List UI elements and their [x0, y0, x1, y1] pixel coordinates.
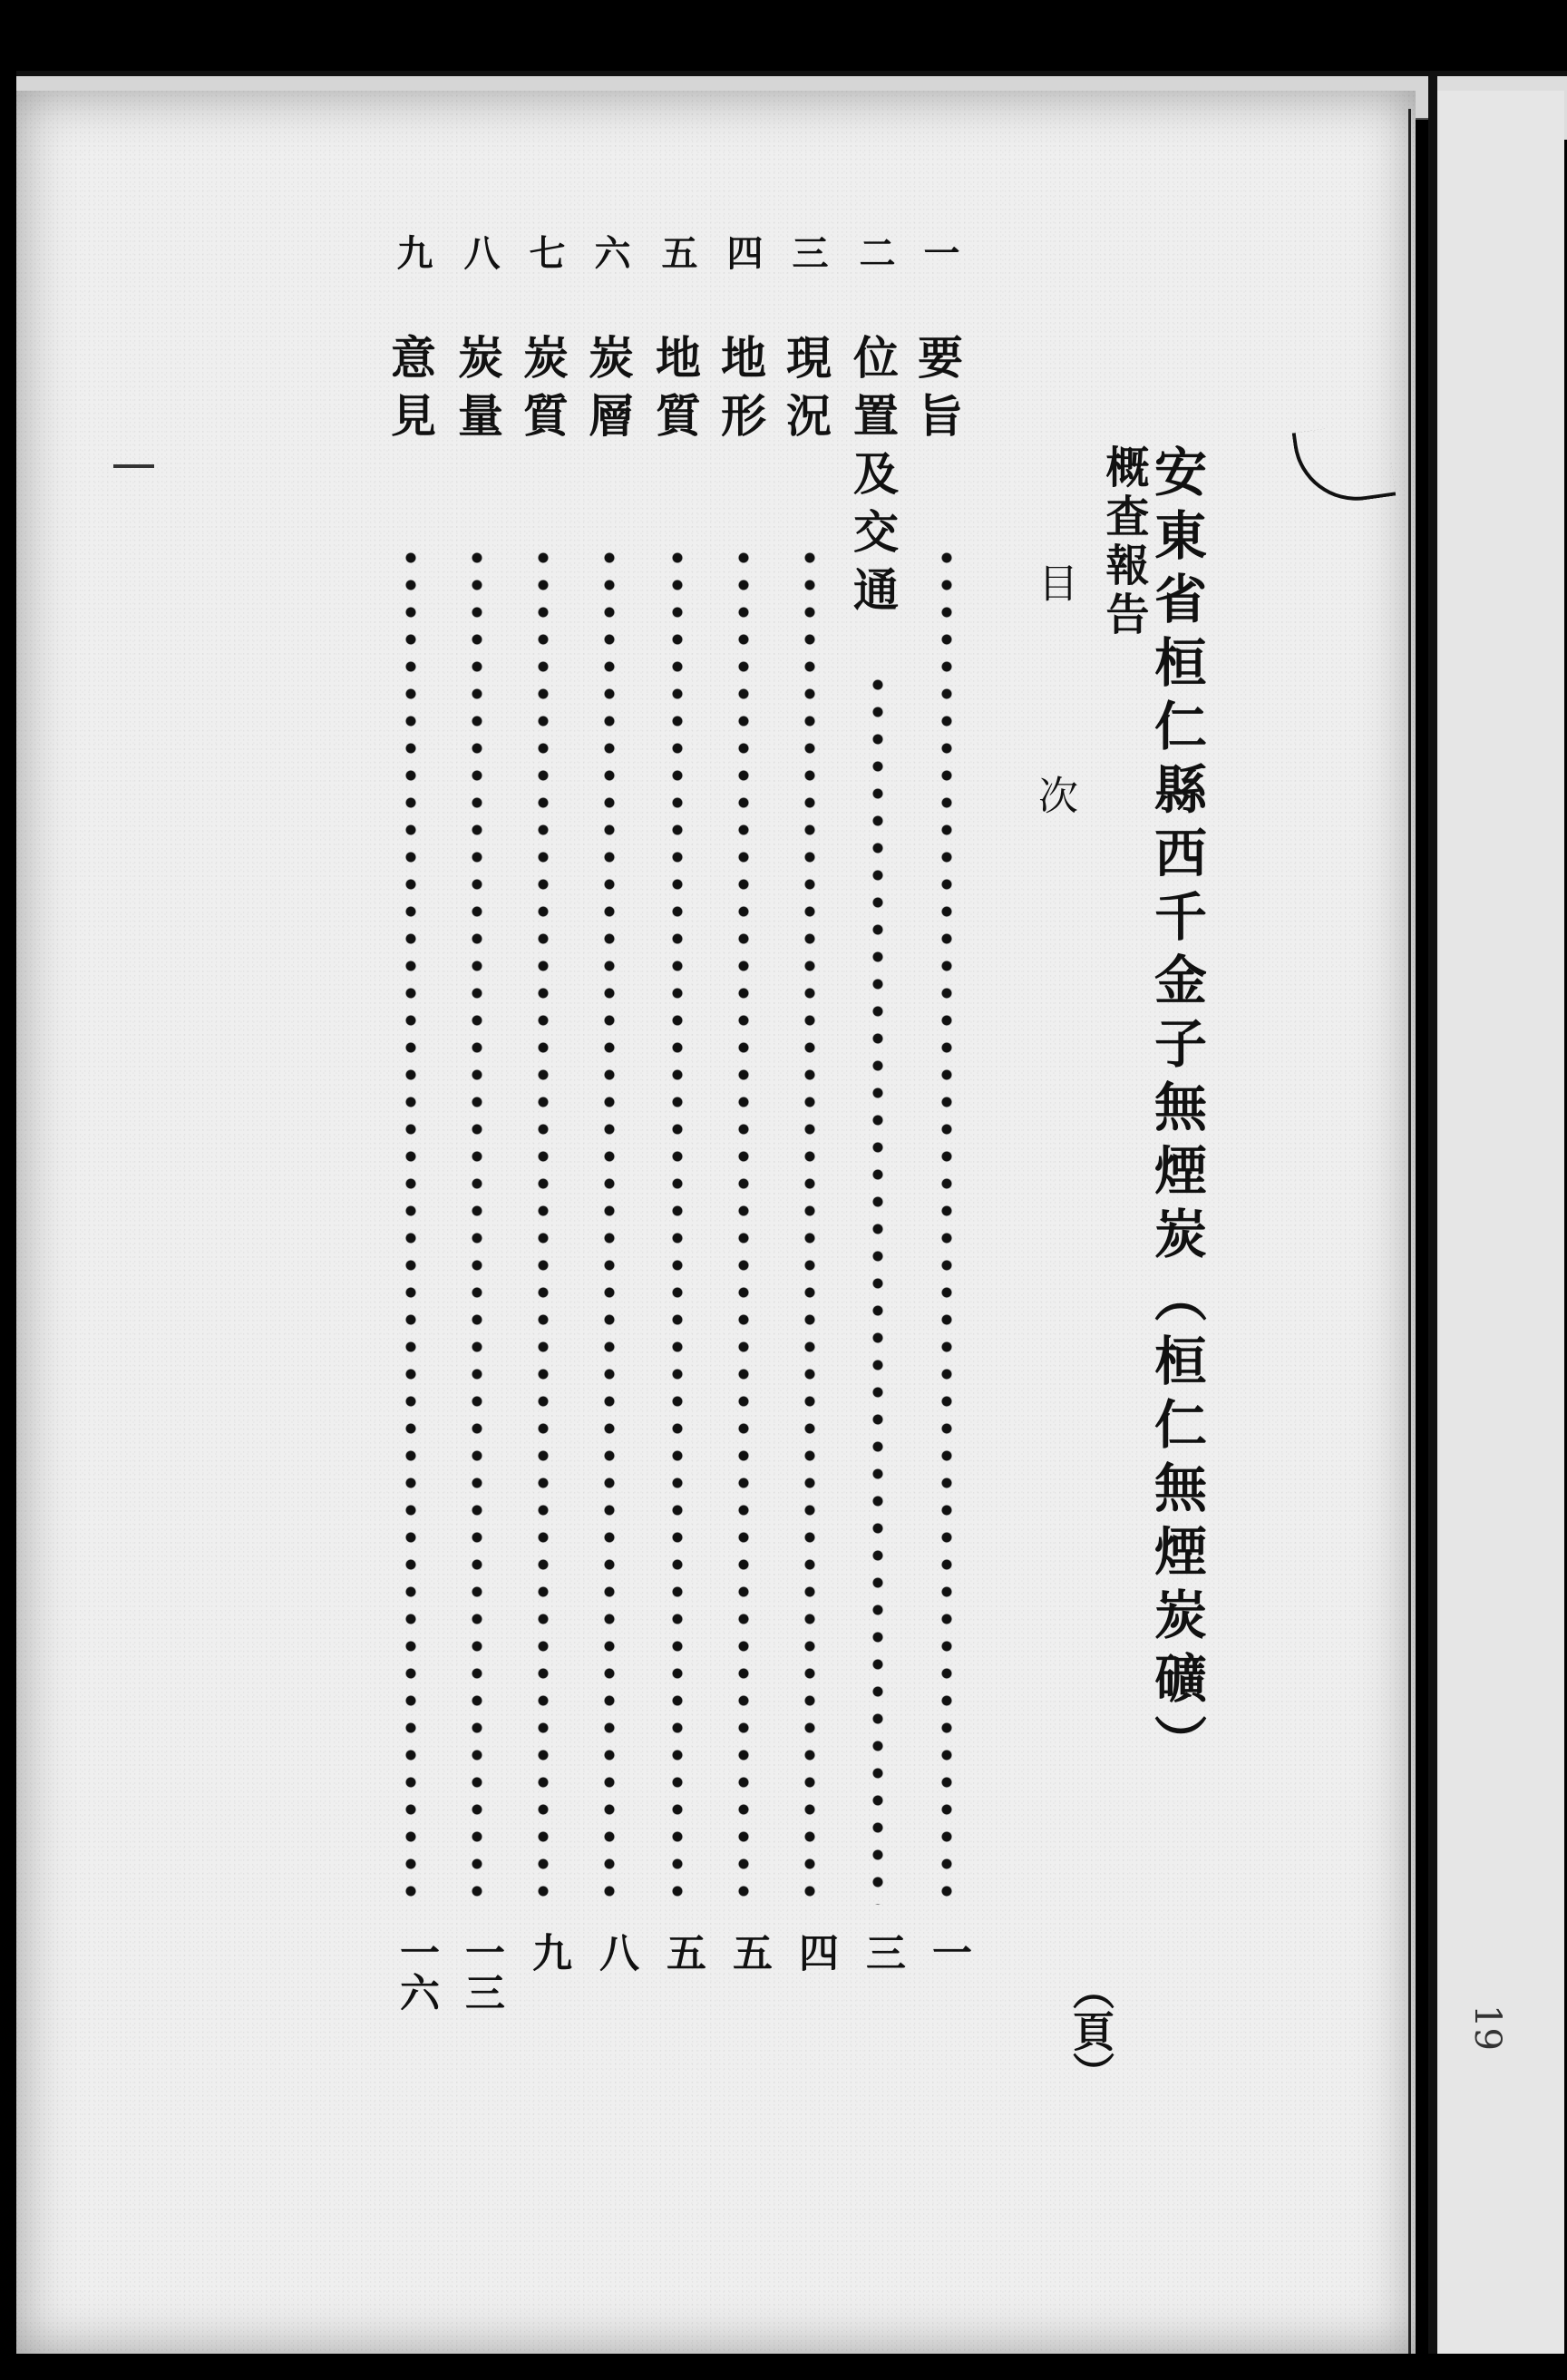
document-title: 安東省桓仁縣西千金子無煙炭（桓仁無煙炭礦） [1145, 444, 1207, 1778]
toc-page-number: 八 [592, 1932, 638, 1972]
toc-section-number: 三 [786, 234, 829, 272]
toc-leader-dots [537, 544, 550, 1905]
toc-page-number: 九 [525, 1932, 571, 1972]
margin-dash-mark [113, 464, 154, 468]
toc-page-number: 三 [859, 1932, 905, 1972]
toc-page-number: 一六 [393, 1932, 439, 2012]
toc-section-number: 四 [721, 234, 764, 272]
toc-entry-title: 意見 [384, 334, 437, 450]
toc-section-number: 八 [458, 234, 501, 272]
toc-leader-dots [871, 671, 884, 1905]
toc-entry-title: 炭質 [516, 334, 569, 450]
toc-page-number: 一 [925, 1932, 971, 1972]
document-subtitle: 概査報告 [1098, 444, 1149, 640]
toc-section-number: 九 [391, 234, 433, 272]
toc-leader-dots [737, 544, 750, 1905]
toc-section-number: 一 [918, 234, 960, 272]
toc-page-number: 四 [792, 1932, 838, 1972]
toc-page-number: 五 [725, 1932, 772, 1972]
toc-section-number: 五 [656, 234, 698, 272]
toc-section-number: 七 [523, 234, 566, 272]
toc-entry-title: 現況 [779, 334, 832, 450]
margin-side-mark: 19 [1466, 2004, 1508, 2051]
toc-leader-dots [603, 544, 616, 1905]
toc-entry-title: 要旨 [910, 334, 964, 450]
toc-entry-title: 位置及交通 [846, 334, 900, 624]
toc-leader-dots [471, 544, 483, 1905]
toc-page-number: 五 [659, 1932, 706, 1972]
toc-leader-dots [404, 544, 417, 1905]
toc-leader-dots [940, 544, 953, 1905]
toc-heading: 目次 [1031, 562, 1077, 987]
toc-section-number: 六 [589, 234, 631, 272]
toc-entry-title: 炭層 [581, 334, 635, 450]
toc-leader-dots [671, 544, 684, 1905]
toc-leader-dots [803, 544, 816, 1905]
toc-entry-title: 地質 [648, 334, 702, 450]
toc-section-number: 二 [853, 234, 896, 272]
page-unit-label: （頁） [1066, 1968, 1115, 2093]
toc-entry-title: 地形 [714, 334, 767, 450]
page-border-line [1408, 109, 1411, 2354]
toc-entry-title: 炭量 [451, 334, 504, 450]
toc-page-number: 一三 [458, 1932, 504, 2012]
